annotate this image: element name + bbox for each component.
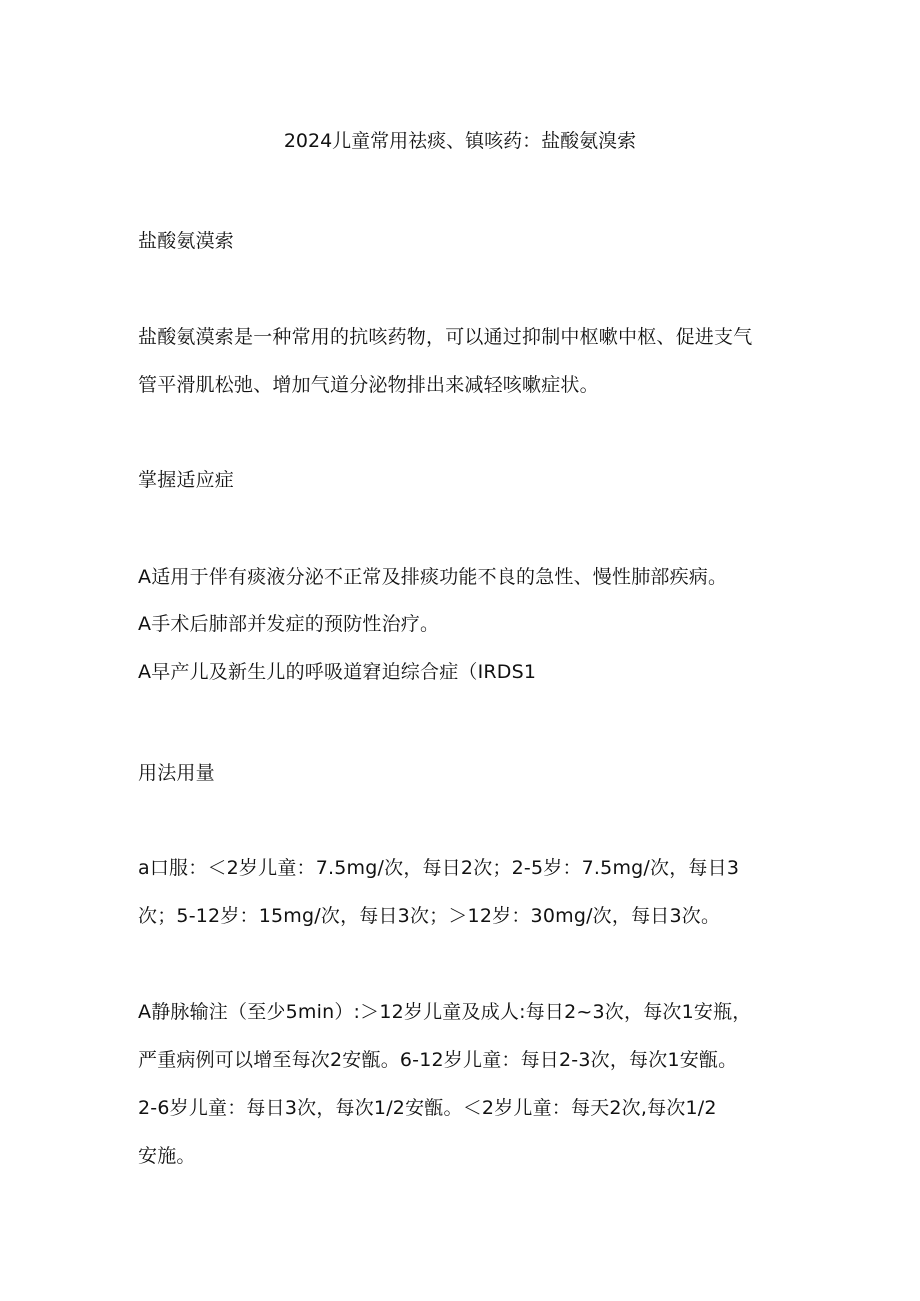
- oral-dosage-line-1: a口服：＜2岁儿童：7.5mg∕次，每日2次；2-5岁：7.5mg∕次，每日3: [138, 857, 740, 879]
- iv-dosage-line-4: 安施。: [138, 1145, 196, 1167]
- dosage-heading: 用法用量: [138, 762, 215, 784]
- intro-line-1: 盐酸氨漠索是一种常用的抗咳药物，可以通过抑制中枢嗽中枢、促进支气: [138, 326, 753, 348]
- iv-dosage-line-1: A静脉输注（至少5min）:＞12岁儿童及成人:每日2~3次，每次1安瓶，: [138, 1001, 752, 1023]
- indication-item-3: A早产儿及新生儿的呼吸道窘迫综合症（IRDS1: [138, 661, 537, 683]
- oral-dosage-line-2: 次；5-12岁：15mg∕次，每日3次；＞12岁：30mg∕次，每日3次。: [138, 905, 721, 927]
- iv-dosage-line-3: 2-6岁儿童：每日3次，每次1/2安甑。＜2岁儿童：每天2次,每次1/2: [138, 1097, 717, 1119]
- drug-heading: 盐酸氨漠索: [138, 230, 235, 252]
- indication-item-2: A手术后肺部并发症的预防性治疗。: [138, 613, 440, 635]
- document-title: 2024儿童常用祛痰、镇咳药：盐酸氨溴索: [283, 130, 637, 152]
- indication-item-1: A适用于伴有痰液分泌不正常及排痰功能不良的急性、慢性肺部疾病。: [138, 566, 728, 588]
- intro-line-2: 管平滑肌松弛、增加气道分泌物排出来减轻咳嗽症状。: [138, 374, 599, 396]
- indications-heading: 掌握适应症: [138, 469, 235, 491]
- iv-dosage-line-2: 严重病例可以增至每次2安甑。6-12岁儿童：每日2-3次，每次1安甑。: [138, 1049, 738, 1071]
